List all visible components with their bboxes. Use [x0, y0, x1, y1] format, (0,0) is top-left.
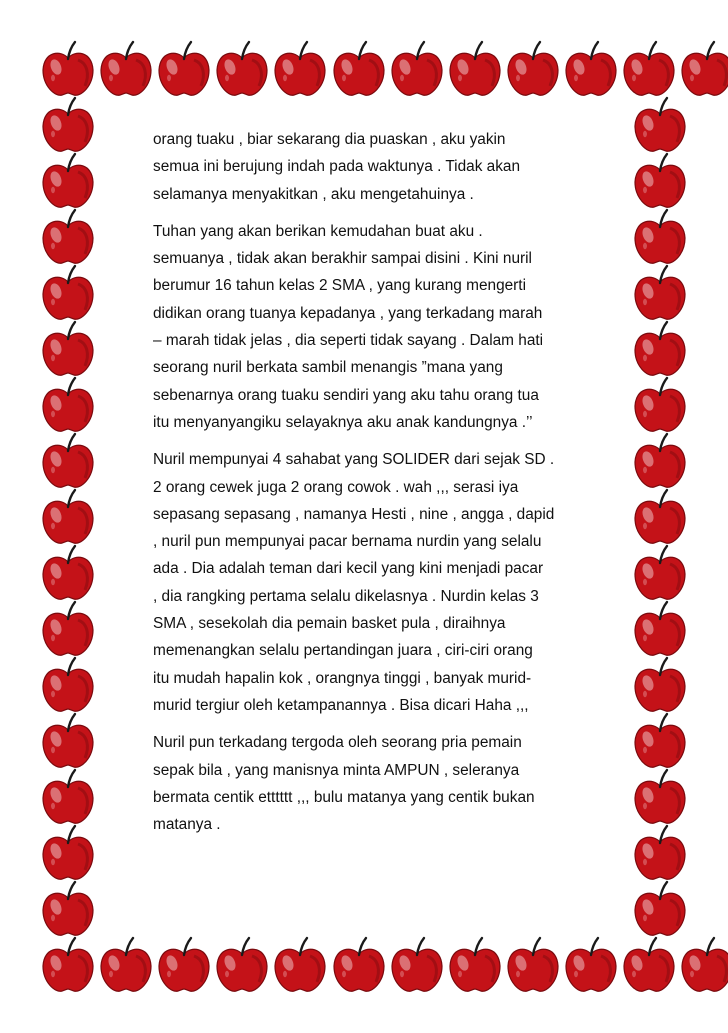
paragraph — [153, 729, 608, 838]
text-line: ada . Dia adalah teman dari kecil yang kini menjadi pacar — [153, 560, 544, 578]
apple-icon — [445, 934, 505, 996]
apple-icon — [96, 38, 156, 100]
apple-icon — [38, 486, 98, 548]
apple-icon — [38, 38, 98, 100]
apple-icon — [38, 710, 98, 772]
apple-icon — [38, 430, 98, 492]
text-line: 2 orang cewek juga 2 orang cowok . wah ,,, serasi iya — [153, 478, 519, 496]
apple-icon — [561, 934, 621, 996]
apple-icon — [96, 934, 156, 996]
apple-icon — [630, 822, 690, 884]
text-line: selamanya menyakitkan , aku mengetahuinya . — [153, 185, 474, 203]
apple-icon — [212, 38, 272, 100]
apple-icon — [38, 374, 98, 436]
apple-icon — [270, 934, 330, 996]
apple-icon — [212, 934, 272, 996]
apple-icon — [38, 766, 98, 828]
apple-icon — [38, 654, 98, 716]
text-line: sepasang sepasang , namanya Hesti , nine , angga , dapid — [153, 505, 555, 523]
apple-icon — [387, 934, 447, 996]
apple-icon — [38, 318, 98, 380]
text-line: semuanya , tidak akan berakhir sampai disini . Kini nuril — [153, 250, 532, 268]
text-line: itu menyanyangiku selayaknya aku anak kandungnya .’’ — [153, 413, 533, 431]
apple-icon — [154, 934, 214, 996]
apple-icon — [329, 38, 389, 100]
apple-icon — [630, 878, 690, 940]
apple-icon — [329, 934, 389, 996]
text-line: seorang nuril berkata sambil menangis ”mana yang — [153, 359, 503, 377]
apple-icon — [38, 150, 98, 212]
apple-icon — [503, 934, 563, 996]
text-line: didikan orang tuanya kepadanya , yang terkadang marah — [153, 304, 543, 322]
text-line: Nuril pun terkadang tergoda oleh seorang pria pemain — [153, 734, 522, 752]
text-line: Tuhan yang akan berikan kemudahan buat aku . — [153, 222, 483, 240]
apple-icon — [630, 262, 690, 324]
apple-icon — [677, 38, 728, 100]
apple-icon — [270, 38, 330, 100]
document-body — [153, 126, 608, 848]
apple-icon — [630, 318, 690, 380]
text-line: sebenarnya orang tuaku sendiri yang aku tahu orang tua — [153, 386, 539, 404]
apple-icon — [630, 206, 690, 268]
text-line: Nuril mempunyai 4 sahabat yang SOLIDER dari sejak SD . — [153, 451, 555, 469]
apple-icon — [630, 598, 690, 660]
apple-icon — [38, 598, 98, 660]
apple-icon — [677, 934, 728, 996]
text-line: , nuril pun mempunyai pacar bernama nurdin yang selalu — [153, 533, 542, 551]
apple-icon — [630, 542, 690, 604]
apple-icon — [619, 934, 679, 996]
apple-icon — [445, 38, 505, 100]
apple-icon — [630, 766, 690, 828]
apple-icon — [630, 150, 690, 212]
apple-icon — [630, 374, 690, 436]
apple-icon — [503, 38, 563, 100]
text-line: SMA , sesekolah dia pemain basket pula , diraihnya — [153, 615, 506, 633]
text-line: murid tergiur oleh ketampanannya . Bisa dicari Haha ,,, — [153, 696, 529, 714]
apple-icon — [38, 262, 98, 324]
text-line: itu mudah hapalin kok , orangnya tinggi , banyak murid- — [153, 669, 532, 687]
apple-icon — [561, 38, 621, 100]
text-line: berumur 16 tahun kelas 2 SMA , yang kurang mengerti — [153, 277, 527, 295]
apple-icon — [38, 822, 98, 884]
apple-icon — [154, 38, 214, 100]
text-line: bermata centik etttttt ,,, bulu matanya yang centik bukan — [153, 788, 535, 806]
text-line: matanya . — [153, 816, 221, 834]
paragraph — [153, 126, 608, 208]
apple-icon — [38, 542, 98, 604]
apple-icon — [630, 94, 690, 156]
paragraph — [153, 218, 608, 436]
apple-icon — [630, 430, 690, 492]
text-line: memenangkan selalu pertandingan juara , ciri-ciri orang — [153, 642, 533, 660]
apple-icon — [387, 38, 447, 100]
apple-icon — [38, 878, 98, 940]
text-line: sepak bila , yang manisnya minta AMPUN , seleranya — [153, 761, 520, 779]
apple-icon — [619, 38, 679, 100]
apple-icon — [38, 934, 98, 996]
apple-icon — [38, 206, 98, 268]
apple-icon — [630, 486, 690, 548]
text-line: – marah tidak jelas , dia seperti tidak sayang . Dalam hati — [153, 332, 544, 350]
apple-icon — [630, 710, 690, 772]
text-line: , dia rangking pertama selalu dikelasnya . Nurdin kelas 3 — [153, 587, 539, 605]
apple-icon — [630, 654, 690, 716]
text-line: orang tuaku , biar sekarang dia puaskan , aku yakin — [153, 131, 506, 148]
apple-icon — [38, 94, 98, 156]
text-line: semua ini berujung indah pada waktunya . Tidak akan — [153, 158, 521, 176]
paragraph — [153, 446, 608, 719]
